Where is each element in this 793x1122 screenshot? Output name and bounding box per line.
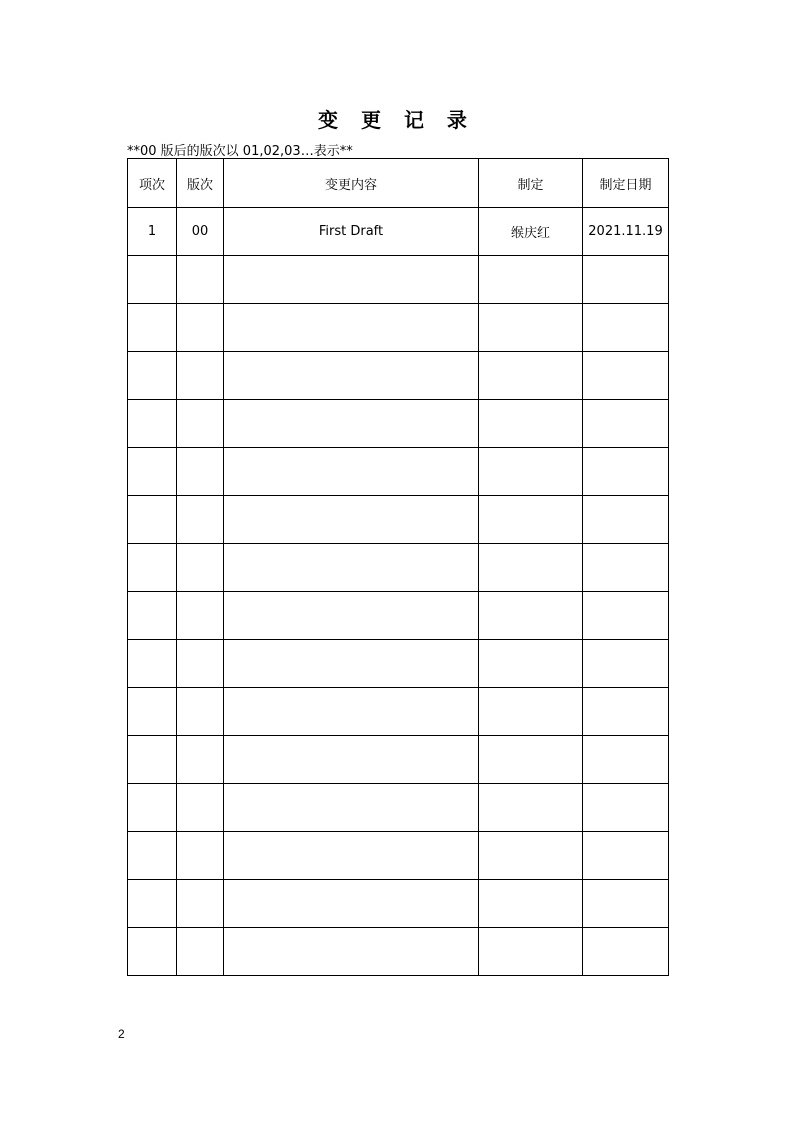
cell-change-content — [224, 880, 479, 928]
cell-author: 缑庆红 — [479, 208, 583, 256]
cell-change-content — [224, 640, 479, 688]
cell-change-content — [224, 688, 479, 736]
cell-author — [479, 496, 583, 544]
cell-change-content — [224, 736, 479, 784]
cell-author — [479, 880, 583, 928]
cell-change-content — [224, 352, 479, 400]
cell-author — [479, 544, 583, 592]
cell-date — [583, 256, 669, 304]
cell-change-content — [224, 784, 479, 832]
table-row — [128, 352, 669, 400]
cell-version — [177, 304, 224, 352]
cell-change-content — [224, 304, 479, 352]
cell-author — [479, 832, 583, 880]
cell-date — [583, 544, 669, 592]
cell-item-no: 1 — [128, 208, 177, 256]
table-row — [128, 256, 669, 304]
cell-date — [583, 448, 669, 496]
cell-date — [583, 496, 669, 544]
cell-author — [479, 304, 583, 352]
table-header-row — [128, 159, 669, 208]
cell-item-no — [128, 256, 177, 304]
page-number: 2 — [118, 1027, 125, 1041]
table-row — [128, 304, 669, 352]
cell-author — [479, 688, 583, 736]
cell-date — [583, 640, 669, 688]
cell-date — [583, 352, 669, 400]
header-item-no: 项次 — [128, 159, 177, 208]
cell-version: 00 — [177, 208, 224, 256]
cell-item-no — [128, 736, 177, 784]
cell-author — [479, 448, 583, 496]
cell-date — [583, 736, 669, 784]
table-row — [128, 544, 669, 592]
cell-item-no — [128, 640, 177, 688]
table-row — [128, 832, 669, 880]
cell-version — [177, 928, 224, 976]
cell-item-no — [128, 832, 177, 880]
cell-version — [177, 496, 224, 544]
table-row — [128, 592, 669, 640]
cell-date — [583, 928, 669, 976]
cell-item-no — [128, 496, 177, 544]
cell-item-no — [128, 400, 177, 448]
cell-item-no — [128, 544, 177, 592]
table-row — [128, 496, 669, 544]
cell-change-content — [224, 832, 479, 880]
cell-item-no — [128, 352, 177, 400]
cell-item-no — [128, 448, 177, 496]
cell-change-content — [224, 496, 479, 544]
cell-author — [479, 784, 583, 832]
table-row — [128, 640, 669, 688]
cell-author — [479, 352, 583, 400]
cell-version — [177, 592, 224, 640]
page-title: 变 更 记 录 — [318, 108, 475, 132]
cell-version — [177, 688, 224, 736]
cell-date: 2021.11.19 — [583, 208, 669, 256]
table-row — [128, 736, 669, 784]
cell-version — [177, 832, 224, 880]
version-note: **00 版后的版次以 01,02,03…表示** — [127, 144, 353, 159]
table-row — [128, 448, 669, 496]
cell-date — [583, 832, 669, 880]
table-row — [128, 208, 669, 256]
cell-change-content — [224, 544, 479, 592]
cell-change-content — [224, 448, 479, 496]
cell-version — [177, 352, 224, 400]
cell-date — [583, 688, 669, 736]
cell-change-content — [224, 592, 479, 640]
cell-date — [583, 400, 669, 448]
cell-item-no — [128, 928, 177, 976]
cell-author — [479, 928, 583, 976]
cell-version — [177, 400, 224, 448]
cell-item-no — [128, 592, 177, 640]
cell-version — [177, 640, 224, 688]
table-row — [128, 928, 669, 976]
cell-item-no — [128, 304, 177, 352]
cell-change-content — [224, 928, 479, 976]
header-change-content: 变更内容 — [224, 159, 479, 208]
cell-change-content — [224, 400, 479, 448]
cell-change-content — [224, 256, 479, 304]
table-row — [128, 784, 669, 832]
cell-version — [177, 736, 224, 784]
cell-version — [177, 544, 224, 592]
cell-date — [583, 304, 669, 352]
cell-date — [583, 880, 669, 928]
cell-item-no — [128, 880, 177, 928]
cell-author — [479, 256, 583, 304]
cell-date — [583, 592, 669, 640]
cell-version — [177, 256, 224, 304]
cell-author — [479, 640, 583, 688]
cell-change-content: First Draft — [224, 208, 479, 256]
table-row — [128, 880, 669, 928]
header-version: 版次 — [177, 159, 224, 208]
cell-author — [479, 736, 583, 784]
header-date: 制定日期 — [583, 159, 669, 208]
table-row — [128, 688, 669, 736]
cell-author — [479, 400, 583, 448]
cell-version — [177, 784, 224, 832]
table-row — [128, 400, 669, 448]
change-record-table — [127, 158, 669, 976]
cell-date — [583, 784, 669, 832]
cell-version — [177, 448, 224, 496]
cell-item-no — [128, 688, 177, 736]
cell-item-no — [128, 784, 177, 832]
header-author: 制定 — [479, 159, 583, 208]
cell-version — [177, 880, 224, 928]
cell-author — [479, 592, 583, 640]
